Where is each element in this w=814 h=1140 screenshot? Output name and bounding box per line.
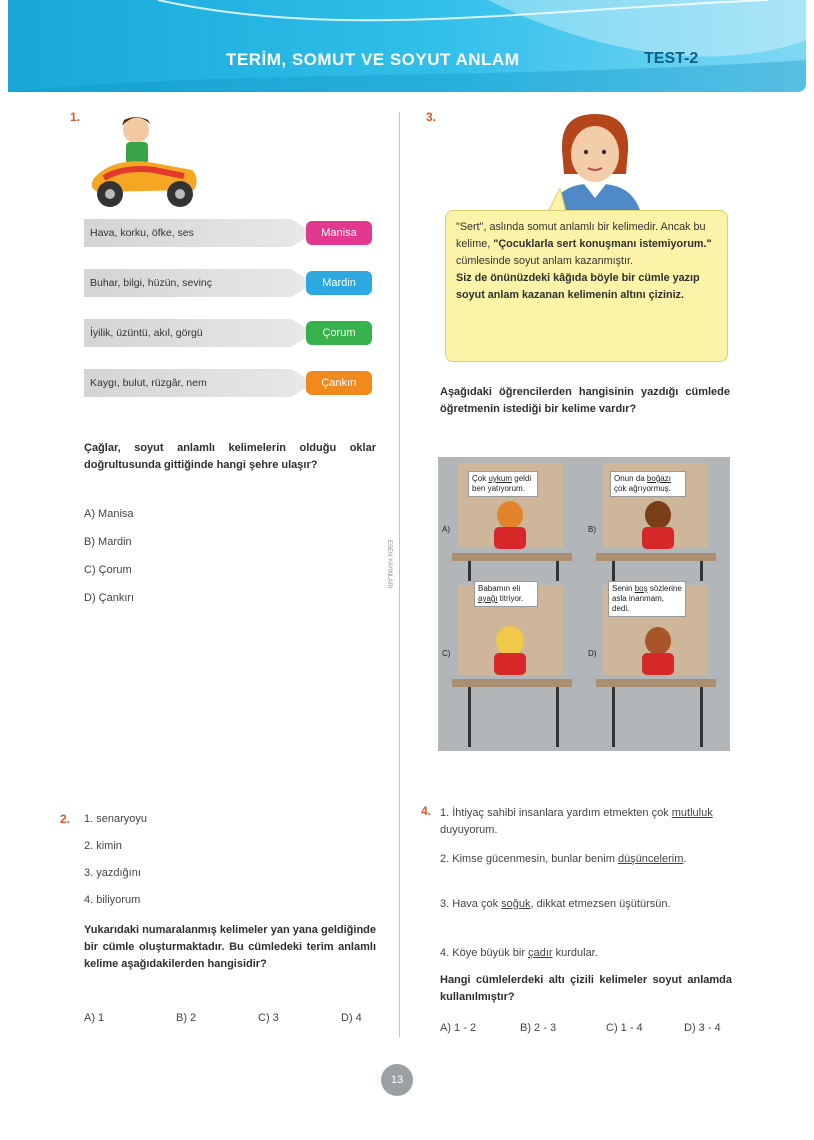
- note-d: Senin boş sözlerine asla inanmam, dedi.: [608, 581, 686, 617]
- q1-number: 1.: [70, 110, 81, 124]
- city-badge-cankiri: Çankırı: [306, 371, 372, 395]
- q4-question: Hangi cümlelerdeki altı çizili kelimeler soyut anlamda kullanılmıştır?: [440, 974, 732, 1003]
- desk-leg: [612, 561, 615, 581]
- note-b: Onun da boğazı çok ağrıyormuş.: [610, 471, 686, 497]
- q1-option-c[interactable]: C) Çorum: [84, 564, 132, 576]
- q1-option-b[interactable]: B) Mardin: [84, 536, 132, 548]
- q3-number: 3.: [426, 110, 437, 124]
- q2-item: 3. yazdığını: [84, 867, 141, 879]
- q4-item: 4. Köye büyük bir çadır kurdular.: [440, 947, 598, 959]
- publisher-side-text: ESEN YAYINLARI: [386, 540, 392, 589]
- q4-item: 1. İhtiyaç sahibi insanlara yardım etmekten çok mutluluk duyuyorum.: [440, 807, 713, 836]
- label-d: D): [588, 649, 597, 658]
- desk-leg: [700, 561, 703, 581]
- desk-leg: [556, 687, 559, 747]
- page-title: TERİM, SOMUT VE SOYUT ANLAM: [226, 50, 520, 69]
- speech-instruction: Siz de önünüzdeki kâğıda böyle bir cümle yazıp soyut anlam kazanan kelimenin altını çiziniz.: [456, 272, 700, 301]
- arrow-words: Hava, korku, öfke, ses: [90, 227, 194, 239]
- desk-leg: [612, 687, 615, 747]
- q1-question: Çağlar, soyut anlamlı kelimelerin olduğu oklar doğrultusunda gittiğinde hangi şehre ulaşır?: [84, 442, 376, 471]
- q4-option-a[interactable]: A) 1 - 2: [440, 1022, 477, 1034]
- desk-b: [596, 553, 716, 561]
- speech-text-2: cümlesinde soyut anlam kazanmıştır.: [456, 255, 634, 267]
- header-swoosh-decoration: [8, 0, 806, 92]
- desk-a: [452, 553, 572, 561]
- q4-option-d[interactable]: D) 3 - 4: [684, 1022, 721, 1034]
- q2-option-d[interactable]: D) 4: [341, 1012, 362, 1024]
- label-c: C): [442, 649, 451, 658]
- q3-question: Aşağıdaki öğrencilerden hangisinin yazdığı cümlede öğretmenin istediği bir kelime vardır?: [440, 386, 730, 415]
- desk-c: [452, 679, 572, 687]
- q4-option-c[interactable]: C) 1 - 4: [606, 1022, 643, 1034]
- q4-item: 3. Hava çok soğuk, dikkat etmezsen üşütürsün.: [440, 898, 671, 910]
- classroom-scene: [438, 457, 730, 751]
- column-divider: [399, 112, 400, 1037]
- arrow-words: Buhar, bilgi, hüzün, sevinç: [90, 277, 212, 289]
- arrow-words: Kaygı, bulut, rüzgâr, nem: [90, 377, 207, 389]
- teacher-speech-bubble: [445, 210, 728, 362]
- q1-option-a[interactable]: A) Manisa: [84, 508, 134, 520]
- speech-example-sentence: "Çocuklarla sert konuşmanı istemiyorum.": [493, 238, 712, 250]
- desk-leg: [700, 687, 703, 747]
- city-badge-manisa: Manisa: [306, 221, 372, 245]
- q4-number: 4.: [421, 804, 432, 818]
- q2-question: Yukarıdaki numaralanmış kelimeler yan yana geldiğinde bir cümle oluşturmaktadır. Bu cümledeki terim anlamlı kelime aşağıdakilerden hangisidir?: [84, 924, 376, 970]
- note-a: Çok uykum geldi ben yatıyorum.: [468, 471, 538, 497]
- q2-item: 4. biliyorum: [84, 894, 141, 906]
- city-badge-mardin: Mardin: [306, 271, 372, 295]
- page-header: [8, 0, 806, 92]
- desk-d: [596, 679, 716, 687]
- q4-item: 2. Kimse gücenmesin, bunlar benim düşüncelerim.: [440, 853, 687, 865]
- q2-option-b[interactable]: B) 2: [176, 1012, 197, 1024]
- page-number: 13: [381, 1064, 413, 1096]
- label-a: A): [442, 525, 450, 534]
- speech-text-1: "Sert", aslında somut anlamlı bir kelimedir. Ancak bu kelime,: [456, 221, 706, 250]
- q2-item: 2. kimin: [84, 840, 122, 852]
- student-d-icon: [628, 625, 688, 677]
- desk-leg: [556, 561, 559, 581]
- student-b-icon: [628, 499, 688, 549]
- test-label: TEST-2: [644, 50, 699, 67]
- arrow-words: İyilik, üzüntü, akıl, görgü: [90, 327, 203, 339]
- city-badge-corum: Çorum: [306, 321, 372, 345]
- student-a-icon: [480, 499, 540, 549]
- desk-leg: [468, 687, 471, 747]
- q2-item: 1. senaryoyu: [84, 813, 147, 825]
- student-c-icon: [480, 625, 540, 677]
- q1-option-d[interactable]: D) Çankırı: [84, 592, 135, 604]
- q2-option-c[interactable]: C) 3: [258, 1012, 279, 1024]
- note-c: Babamın eli ayağı titriyor.: [474, 581, 538, 607]
- label-b: B): [588, 525, 596, 534]
- desk-leg: [468, 561, 471, 581]
- boy-car-illustration: [84, 108, 204, 218]
- q4-option-b[interactable]: B) 2 - 3: [520, 1022, 557, 1034]
- q2-number: 2.: [60, 812, 71, 826]
- q2-option-a[interactable]: A) 1: [84, 1012, 105, 1024]
